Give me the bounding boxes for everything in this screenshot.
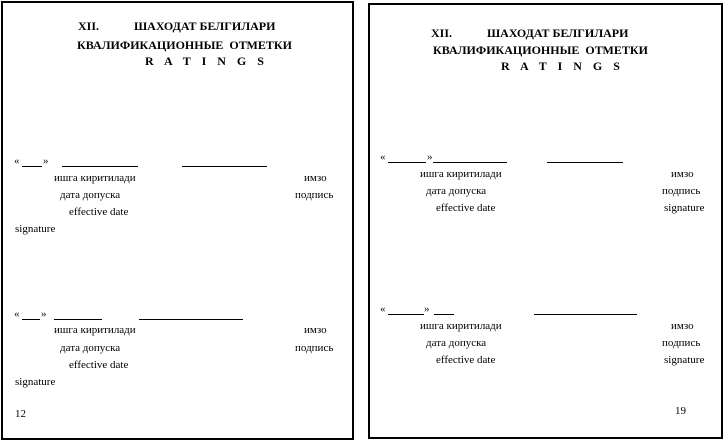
month-year-blank bbox=[434, 314, 454, 315]
effective-date-label-ru: дата допуска bbox=[60, 342, 121, 354]
date-quote-open: « bbox=[380, 303, 386, 315]
section-title-ru: КВАЛИФИКАЦИОННЫЕ ОТМЕТКИ bbox=[77, 38, 292, 52]
signature-label-uz: имзо bbox=[304, 172, 327, 184]
section-title-en: R A T I N G S bbox=[501, 59, 624, 73]
signature-label-ru: подпись bbox=[295, 342, 334, 354]
signature-label-ru: подпись bbox=[662, 185, 701, 197]
day-blank bbox=[388, 162, 426, 163]
effective-date-label-uz: ишга киритилади bbox=[54, 172, 136, 184]
signature-blank bbox=[534, 314, 637, 315]
page-number: 19 bbox=[675, 405, 686, 417]
signature-blank bbox=[139, 319, 243, 320]
effective-date-label-uz: ишга киритилади bbox=[420, 168, 502, 180]
day-blank bbox=[22, 166, 42, 167]
date-quote-close: » bbox=[424, 303, 430, 315]
signature-label-uz: имзо bbox=[304, 324, 327, 336]
section-number: XII. bbox=[431, 26, 453, 40]
day-blank bbox=[388, 314, 424, 315]
left-page bbox=[1, 1, 354, 440]
date-quote-close: » bbox=[41, 308, 47, 320]
signature-label-en: signature bbox=[15, 376, 56, 388]
signature-label-ru: подпись bbox=[662, 337, 701, 349]
signature-label-ru: подпись bbox=[295, 189, 334, 201]
effective-date-label-en: effective date bbox=[69, 359, 129, 371]
effective-date-label-en: effective date bbox=[69, 206, 129, 218]
effective-date-label-uz: ишга киритилади bbox=[54, 324, 136, 336]
date-quote-open: « bbox=[14, 308, 20, 320]
date-quote-close: » bbox=[43, 155, 49, 167]
date-quote-close: » bbox=[427, 151, 433, 163]
signature-label-en: signature bbox=[664, 354, 705, 366]
section-title-uz: ШАХОДАТ БЕЛГИЛАРИ bbox=[134, 19, 276, 33]
signature-label-uz: имзо bbox=[671, 168, 694, 180]
signature-blank bbox=[182, 166, 267, 167]
effective-date-label-en: effective date bbox=[436, 202, 496, 214]
effective-date-label-ru: дата допуска bbox=[60, 189, 121, 201]
day-blank bbox=[22, 319, 40, 320]
signature-blank bbox=[547, 162, 623, 163]
section-number: XII. bbox=[78, 19, 100, 33]
right-page bbox=[368, 3, 723, 439]
section-title-uz: ШАХОДАТ БЕЛГИЛАРИ bbox=[487, 26, 629, 40]
section-title-en: R A T I N G S bbox=[145, 54, 268, 68]
signature-label-uz: имзо bbox=[671, 320, 694, 332]
signature-label-en: signature bbox=[15, 223, 56, 235]
date-quote-open: « bbox=[380, 151, 386, 163]
month-year-blank bbox=[54, 319, 102, 320]
signature-label-en: signature bbox=[664, 202, 705, 214]
page-number: 12 bbox=[15, 408, 26, 420]
effective-date-label-uz: ишга киритилади bbox=[420, 320, 502, 332]
month-year-blank bbox=[433, 162, 507, 163]
section-title-ru: КВАЛИФИКАЦИОННЫЕ ОТМЕТКИ bbox=[433, 43, 648, 57]
date-quote-open: « bbox=[14, 155, 20, 167]
effective-date-label-ru: дата допуска bbox=[426, 337, 487, 349]
effective-date-label-ru: дата допуска bbox=[426, 185, 487, 197]
month-year-blank bbox=[62, 166, 138, 167]
effective-date-label-en: effective date bbox=[436, 354, 496, 366]
